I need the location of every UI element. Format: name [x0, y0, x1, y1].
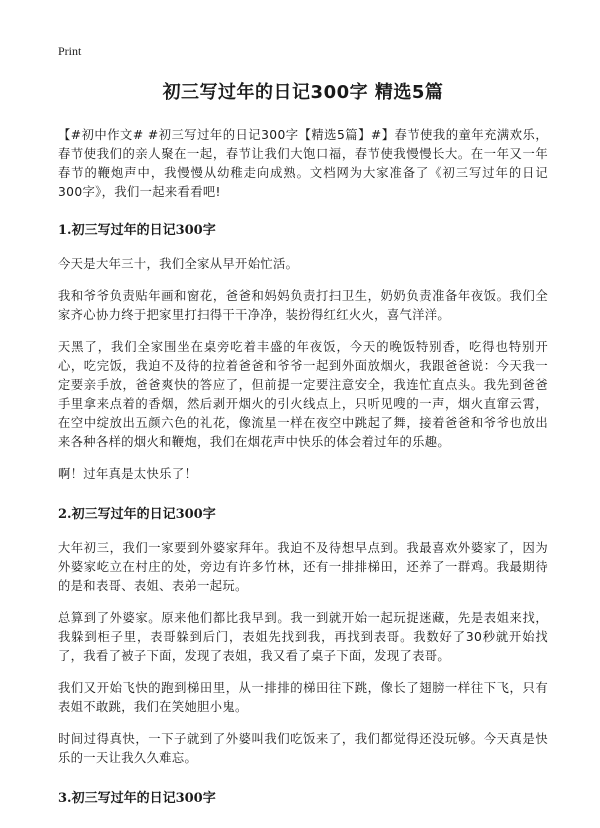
print-label: Print — [58, 44, 82, 58]
paragraph: 时间过得真快，一下子就到了外婆叫我们吃饭来了，我们都觉得还没玩够。今天真是快乐的一天让我久久难忘。 — [58, 732, 548, 765]
section-heading: 3.初三写过年的日记300字 — [58, 791, 216, 806]
paragraph: 我和爷爷负责贴年画和窗花，爸爸和妈妈负责打扫卫生，奶奶负责准备年夜饭。我们全家齐心协力终于把家里打扫得干干净净，装扮得红红火火，喜气洋洋。 — [58, 289, 548, 322]
paragraph: 今天是大年三十，我们全家从早开始忙活。 — [58, 257, 299, 271]
paragraph: 天黑了，我们全家围坐在桌旁吃着丰盛的年夜饭，今天的晚饭特别香，吃得也特别开心，吃完饭，我迫不及待的拉着爸爸和爷爷一起到外面放烟火，我跟爸爸说：今天我一定要亲手放，爸爸爽快的答应了，但前提一定要注意安全，我连忙直点头。我先到爸爸手里拿来点着的香烟，然后剥开烟火的引火线点上，只听见嗖的一声，烟火直窜云霄，在空中绽放出五颜六色的礼花，像流星一样在夜空中跳起了舞，接着爸爸和爷爷也放出来各种各样的烟火和鞭炮，我们在烟花声中快乐的体会着过年的乐趣。 — [58, 340, 548, 449]
section-2 — [58, 503, 548, 768]
document-page — [58, 78, 548, 823]
paragraph: 啊！过年真是太快乐了！ — [58, 467, 198, 481]
section-3 — [58, 787, 548, 806]
document-title: 初三写过年的日记300字 精选5篇 — [162, 82, 444, 103]
paragraph: 大年初三，我们一家要到外婆家拜年。我迫不及待想早点到。我最喜欢外婆家了，因为外婆家屹立在村庄的处，旁边有许多竹林，还有一排排梯田，还养了一群鸡。我最期待的是和表哥、表姐、表弟一起玩。 — [58, 541, 548, 593]
paragraph: 总算到了外婆家。原来他们都比我早到。我一到就开始一起玩捉迷藏，先是表姐来找，我躲到柜子里，表哥躲到后门，表姐先找到我，再找到表哥。我数好了30秒就开始找了，我看了被子下面，发现了表姐，我又看了桌子下面，发现了表哥。 — [58, 611, 548, 663]
section-heading: 1.初三写过年的日记300字 — [58, 223, 216, 238]
intro-paragraph: 【#初中作文# #初三写过年的日记300字【精选5篇】#】春节使我的童年充满欢乐，春节使我们的亲人聚在一起，春节让我们大饱口福，春节使我慢慢长大。在一年又一年春节的鞭炮声中，我慢慢从幼稚走向成熟。文档网为大家准备了《初三写过年的日记300字》，我们一起来看看吧! — [58, 128, 548, 199]
section-heading: 2.初三写过年的日记300字 — [58, 507, 216, 522]
paragraph: 我们又开始飞快的跑到梯田里，从一排排的梯田往下跳，像长了翅膀一样往下飞，只有表姐不敢跳，我们在笑她胆小鬼。 — [58, 681, 548, 714]
section-1 — [58, 219, 548, 484]
